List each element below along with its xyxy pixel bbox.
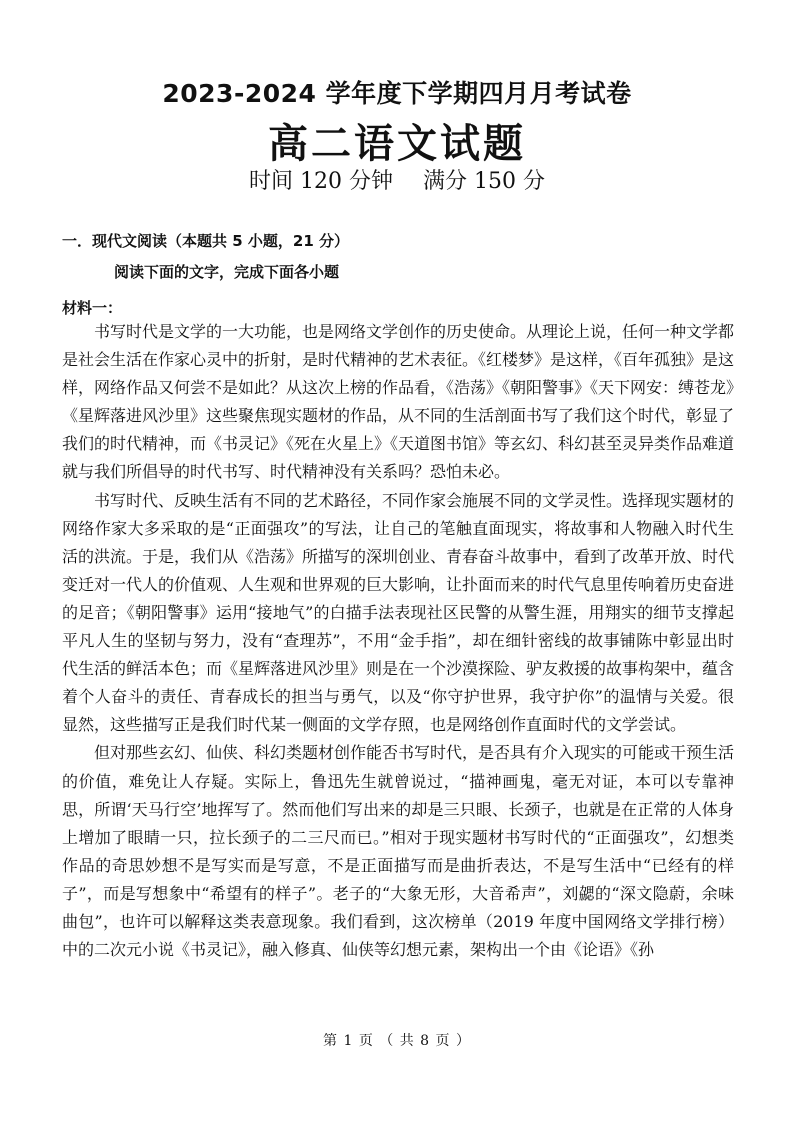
exam-time: 时间 120 分钟 — [249, 169, 393, 194]
subject-title: 高二语文试题 — [268, 121, 526, 167]
section-heading: 一．现代文阅读（本题共 5 小题，21 分） — [62, 232, 349, 250]
exam-title: 2023-2024 学年度下学期四月月考试卷 — [162, 79, 632, 108]
reading-passage — [62, 318, 734, 964]
section-instruction: 阅读下面的文字，完成下面各小题 — [114, 263, 340, 281]
paragraph-3: 但对那些玄幻、仙侠、科幻类题材创作能否书写时代，是否具有介入现实的可能或干预生活的价值，难免让人存疑。实际上，鲁迅先生就曾说过，“描神画鬼，毫无对证，本可以专靠神思，所谓‘天马行空’地挥写了。然而他们写出来的却是三只眼、长颈子，也就是在正常的人体身上增加了眼睛一只，拉长颈子的二三尺而已。”相对于现实题材书写时代的“正面强攻”，幻想类作品的奇思妙想不是写实而是写意，不是正面描写而是曲折表达，不是写生活中“已经有的样子”，而是写想象中“希望有的样子”。老子的“大象无形，大音希声”，刘勰的“深文隐蔚，余味曲包”，也许可以解释这类表意现象。我们看到，这次榜单（2019 年度中国网络文学排行榜）中的二次元小说《书灵记》，融入修真、仙侠等幻想元素，架构出一个由《论语》《孙 — [62, 743, 735, 960]
exam-score: 满分 150 分 — [423, 169, 545, 194]
exam-info — [0, 164, 794, 195]
page-footer: 第 1 页 （ 共 8 页 ） — [323, 1033, 471, 1049]
paragraph-1: 书写时代是文学的一大功能，也是网络文学创作的历史使命。从理论上说，任何一种文学都是社会生活在作家心灵中的折射，是时代精神的艺术表征。《红楼梦》是这样，《百年孤独》是这样，网络作品又何尝不是如此？从这次上榜的作品看，《浩荡》《朝阳警事》《天下网安：缚苍龙》《星辉落进风沙里》这些聚焦现实题材的作品，从不同的生活剖面书写了我们这个时代，彰显了我们的时代精神，而《书灵记》《死在火星上》《天道图书馆》等玄幻、科幻甚至灵异类作品难道就与我们所倡导的时代书写、时代精神没有关系吗？恐怕未必。 — [62, 322, 735, 482]
paragraph-2: 书写时代、反映生活有不同的艺术路径，不同作家会施展不同的文学灵性。选择现实题材的网络作家大多采取的是“正面强攻”的写法，让自己的笔触直面现实，将故事和人物融入时代生活的洪流。于是，我们从《浩荡》所描写的深圳创业、青春奋斗故事中，看到了改革开放、时代变迁对一代人的价值观、人生观和世界观的巨大影响，让扑面而来的时代气息里传响着历史奋进的足音；《朝阳警事》运用“接地气”的白描手法表现社区民警的从警生涯，用翔实的细节支撑起平凡人生的坚韧与努力，没有“查理苏”，不用“金手指”，却在细针密线的故事铺陈中彰显出时代生活的鲜活本色；而《星辉落进风沙里》则是在一个沙漠探险、驴友救援的故事构架中，蕴含着个人奋斗的责任、青春成长的担当与勇气，以及“你守护世界，我守护你”的温情与关爱。很显然，这些描写正是我们时代某一侧面的文学存照，也是网络创作直面时代的文学尝试。 — [62, 490, 735, 735]
material-label: 材料一： — [62, 299, 123, 317]
